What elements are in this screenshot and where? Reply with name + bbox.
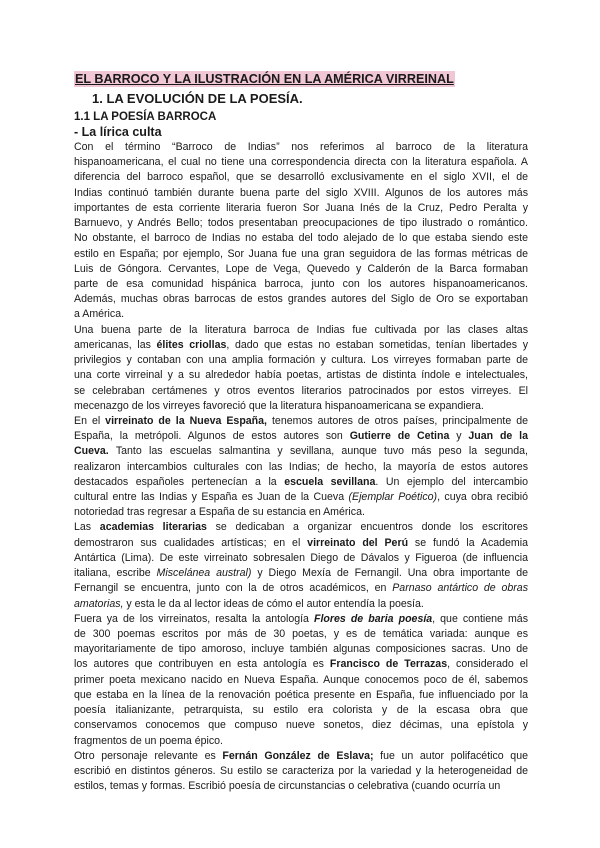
text-run: a América. (74, 308, 125, 321)
text-run: fue un autor polifacético que (373, 749, 528, 762)
emphasis-text: Miscelánea austral) (156, 567, 252, 580)
text-line (74, 673, 528, 688)
text-run: Otro personaje relevante es (74, 749, 223, 762)
text-run: se fundó la Academia (408, 536, 528, 549)
emphasis-text: escuela sevillana (284, 475, 376, 488)
text-run: cultural entre las Indias y España es Juan de la Cueva (74, 491, 349, 504)
text-run: Fuera ya de los virreinatos, resalta la antología (74, 612, 314, 625)
text-run: . Un ejemplo del intercambio (375, 475, 528, 488)
paragraph (74, 749, 528, 795)
text-run: una corte virreinal y a su alrededor había poetas, artistas de distinta índole e intelectuales, (74, 369, 528, 382)
text-run: No obstante, el barroco de Indias no estaba del todo alejado de lo que estaba siendo este (74, 232, 528, 245)
text-run: , considerado el (447, 658, 528, 671)
text-run: Barnuevo, y Andrés Bello; todos presentaban preocupaciones de tipo ilustrado o romántico. (74, 217, 528, 230)
text-run: primer poeta mexicano nacido en Nueva España. Aunque conocemos poco de él, sabemos (74, 673, 528, 686)
text-run: se dedicaban a organizar encuentros donde los escritores (206, 521, 528, 534)
text-run: escribió en distintos géneros. Su estilo se caracteriza por la variedad y la heterogeneidad de (74, 764, 528, 777)
text-run: se celebraban certámenes y otros eventos literarios patrocinados por estos virreyes. El (74, 384, 528, 397)
emphasis-text: Fernán González de Eslava; (222, 749, 374, 762)
text-line (74, 581, 528, 596)
emphasis-text: academias literarias (99, 521, 207, 534)
text-line (74, 779, 528, 794)
emphasis-text: Parnaso antártico de obras (392, 582, 528, 595)
text-line (74, 292, 528, 307)
text-line (74, 490, 528, 505)
emphasis-text: Flores de baria poesía (314, 612, 433, 625)
text-run: los autores que contribuyen en esta antología es (74, 658, 330, 671)
text-line (74, 764, 528, 779)
text-line (74, 155, 528, 170)
emphasis-text: Juan de la (468, 430, 529, 443)
text-line (74, 688, 528, 703)
text-line (74, 520, 528, 535)
emphasis-text: élites criollas (156, 338, 227, 351)
text-line (74, 170, 528, 185)
text-run: Antártica (Lima). De este virreinato sobresalen Diego de Dávalos y Figueroa (de influencia (74, 551, 528, 564)
text-run: y esta le da al lector ideas de cómo el autor entendía la poesía. (123, 597, 424, 610)
text-line (74, 475, 528, 490)
emphasis-text: Cueva. (74, 445, 109, 458)
text-run: y Diego Mexía de Fernangil. Una obra importante de (251, 567, 528, 580)
text-run: Con el término “Barroco de Indias” nos referimos al barroco de la literatura (74, 141, 528, 153)
text-line (74, 323, 528, 338)
text-run: diferencia del barroco español, que se desarrolló exclusivamente en el siglo XVII, el de (74, 171, 528, 184)
text-line (74, 597, 528, 612)
section-heading: 1. LA EVOLUCIÓN DE LA POESÍA. (92, 91, 303, 106)
paragraph (74, 323, 528, 414)
text-line (74, 277, 528, 292)
emphasis-text: Francisco de Terrazas (329, 658, 448, 671)
emphasis-text: virreinato de la Nueva España, (105, 414, 267, 427)
document-body (74, 140, 528, 794)
paragraph (74, 520, 528, 611)
text-line (74, 186, 528, 201)
text-line (74, 566, 528, 581)
text-run: poesía italianizante, petrarquista, su estilo era colorista y de la escasa obra que (74, 704, 528, 717)
text-line (74, 140, 528, 155)
paragraph (74, 612, 528, 749)
text-run: Indias continuó también durante buena parte del siglo XVIII. Algunos de los autores más (74, 186, 528, 199)
text-run: demostraron sus cualidades artísticas; en el (74, 536, 308, 549)
text-line (74, 505, 528, 520)
text-line (74, 262, 528, 277)
text-run: En el (74, 414, 106, 427)
paragraph (74, 414, 528, 521)
text-line (74, 353, 528, 368)
text-run: americanas, las (74, 338, 157, 351)
text-run: , dado que estas no estaban sometidas, tenían libertades y (226, 338, 528, 351)
text-line (74, 444, 528, 459)
text-line (74, 201, 528, 216)
text-line (74, 749, 528, 764)
text-run: notoriedad tras regresar a España de su estancia en América. (74, 506, 365, 519)
text-run: importantes de esta corriente literaria fueron Sor Juana Inés de la Cruz, Pedro Peralta y (74, 201, 528, 214)
text-run: realizaron intercambios culturales con las Indias; de hecho, la mayoría de estos autores (74, 460, 528, 473)
text-run: Las (74, 521, 100, 534)
text-line (74, 414, 528, 429)
text-line (74, 718, 528, 733)
emphasis-text: virreinato del Perú (307, 536, 409, 549)
text-run: de 300 poemas escritos por más de 30 poetas, y es de temática variada: aunque es (74, 628, 528, 640)
emphasis-text: amatorias, (74, 597, 124, 610)
text-line (74, 384, 528, 399)
text-line (74, 307, 528, 322)
text-line (74, 247, 528, 262)
text-line (74, 703, 528, 718)
text-run: tenemos autores de otros países, principalmente de (267, 414, 529, 427)
text-run: mecenazgo de los virreyes favoreció que la literatura hispanoamericana se expandiera. (74, 399, 484, 412)
text-line (74, 460, 528, 475)
text-line (74, 657, 528, 672)
text-line (74, 642, 528, 657)
text-run: mayoritariamente de tipo amoroso, incluye también algunas composiciones sacras. Uno de (74, 643, 528, 656)
text-line (74, 216, 528, 231)
text-run: privilegios y contaban con una amplia formación y cultura. Los virreyes formaban parte de (74, 354, 528, 367)
emphasis-text: (Ejemplar Poético) (348, 491, 438, 504)
text-run: , que contiene más (432, 612, 528, 625)
text-line (74, 627, 528, 642)
text-line (74, 536, 528, 551)
text-run: Luis de Góngora. Cervantes, Lope de Vega, Quevedo y Calderón de la Barca formaban (74, 262, 528, 275)
text-run: Una buena parte de la literatura barroca de Indias fue cultivada por las clases altas (74, 323, 528, 336)
document-title: EL BARROCO Y LA ILUSTRACIÓN EN LA AMÉRICA VIRREINAL (75, 72, 454, 86)
text-run: italiana, escribe (74, 567, 157, 580)
text-line (74, 231, 528, 246)
text-line (74, 338, 528, 353)
subsection-heading: 1.1 LA POESÍA BARROCA (74, 111, 217, 123)
text-run: y (449, 430, 469, 443)
paragraph (74, 140, 528, 323)
text-line (74, 399, 528, 414)
text-line (74, 734, 528, 749)
text-run: Tanto las escuelas salmantina y sevillana, aunque tuvo más peso la segunda, (108, 445, 528, 458)
text-run: España, la metrópoli. Algunos de estos autores son (74, 430, 350, 443)
text-line (74, 429, 528, 444)
text-run: Además, muchas obras barrocas de estos grandes autores del Siglo de Oro se exportaban (74, 293, 528, 306)
text-line (74, 612, 528, 627)
text-run: hispanoamericana, el cual no tiene una correspondencia directa con la literatura española. A (74, 156, 528, 169)
text-run: Fernangil se encuentra, junto con la de otros académicos, en (74, 582, 393, 595)
text-line (74, 368, 528, 383)
text-run: destacados españoles pertenecían a la (74, 475, 285, 488)
text-run: parte de esa comunidad hispánica barroca, junto con los autores hispanoamericanos. (74, 277, 528, 290)
text-run: estilo en España; por ejemplo, Sor Juana fue una gran seguidora de las formas métricas de (74, 247, 528, 260)
subsubsection-heading: - La lírica culta (74, 125, 162, 139)
text-run: conservamos conocemos que compuso nueve sonetos, diez décimas, una epístola y (74, 719, 528, 732)
emphasis-text: Gutierre de Cetina (349, 430, 450, 443)
text-run: estilos, temas y formas. Escribió poesía de circunstancias o celebrativa (cuando ocurría un (74, 780, 501, 793)
text-line (74, 551, 528, 566)
text-run: que estaba en la línea de la renovación poética presente en España, fue influenciado por la (74, 688, 528, 701)
text-run: fragmentos de un poema épico. (74, 734, 223, 747)
text-run: , cuya obra recibió (437, 491, 528, 504)
